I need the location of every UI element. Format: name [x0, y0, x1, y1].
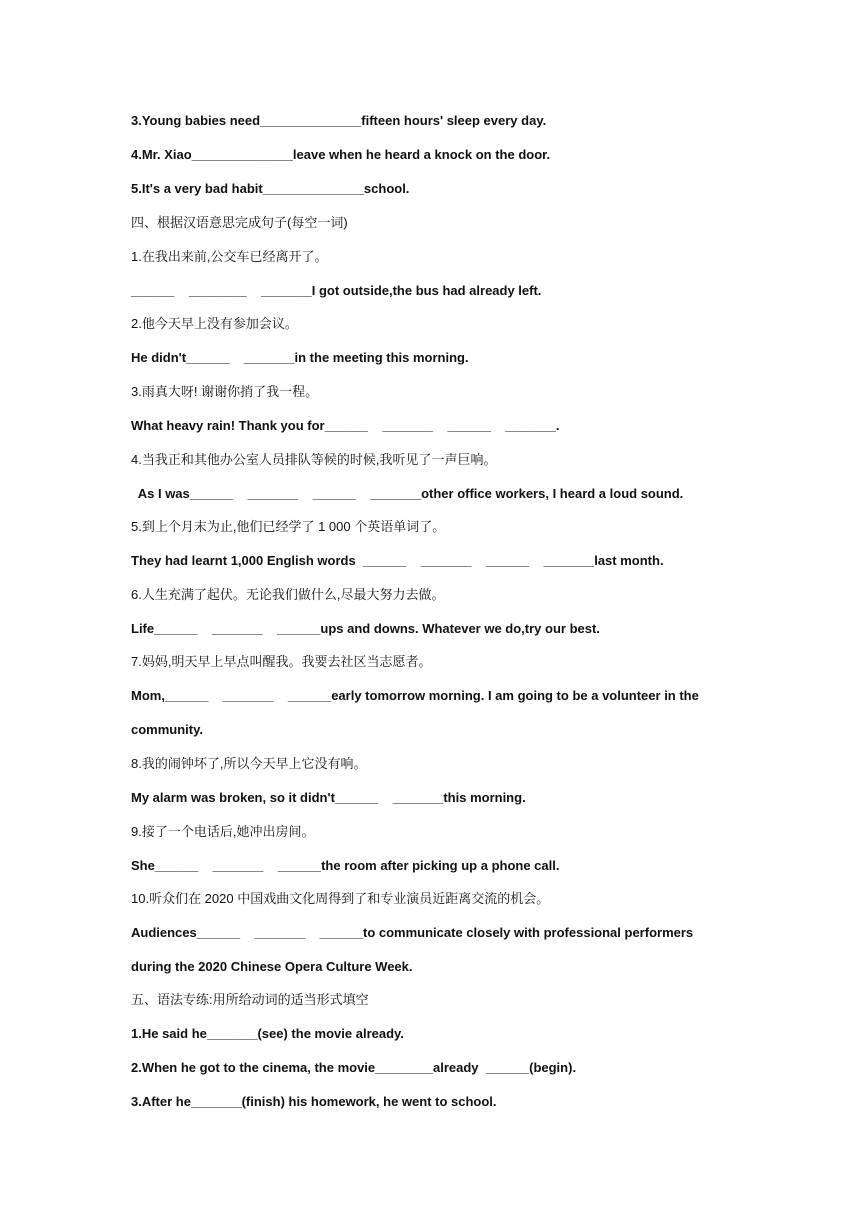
q5-chinese: 5.到上个月末为止,他们已经学了 1 000 个英语单词了。	[131, 519, 446, 534]
q10-english-cont: during the 2020 Chinese Opera Culture Week.	[131, 959, 413, 974]
q10-chinese: 10.听众们在 2020 中国戏曲文化周得到了和专业演员近距离交流的机会。	[131, 891, 550, 906]
q4-chinese: 4.当我正和其他办公室人员排队等候的时候,我听见了一声巨响。	[131, 452, 497, 467]
q4-english: As I was______ _______ ______ _______other office workers, I heard a loud sound.	[131, 486, 684, 501]
q6-english: Life______ _______ ______ups and downs. Whatever we do,try our best.	[131, 621, 600, 636]
q3-english: What heavy rain! Thank you for______ _______ ______ _______.	[131, 418, 560, 433]
q7-english-cont: community.	[131, 722, 203, 737]
q8-english: My alarm was broken, so it didn't______ _______this morning.	[131, 790, 526, 805]
q10-english: Audiences______ _______ ______to communicate closely with professional performers	[131, 925, 694, 940]
q6-chinese: 6.人生充满了起伏。无论我们做什么,尽最大努力去做。	[131, 587, 445, 602]
q9-english: She______ _______ ______the room after picking up a phone call.	[131, 858, 560, 873]
section-4-heading: 四、根据汉语意思完成句子(每空一词)	[131, 215, 348, 230]
exercise-4-line: 4.Mr. Xiao______________leave when he heard a knock on the door.	[131, 147, 551, 162]
q3-chinese: 3.雨真大呀! 谢谢你捎了我一程。	[131, 384, 319, 399]
grammar-3: 3.After he_______(finish) his homework, he went to school.	[131, 1094, 497, 1109]
q8-chinese: 8.我的闹钟坏了,所以今天早上它没有响。	[131, 756, 367, 771]
q1-chinese: 1.在我出来前,公交车已经离开了。	[131, 249, 328, 264]
grammar-1: 1.He said he_______(see) the movie already.	[131, 1026, 404, 1041]
exercise-5-line: 5.It's a very bad habit______________school.	[131, 181, 410, 196]
q7-english: Mom,______ _______ ______early tomorrow morning. I am going to be a volunteer in the	[131, 688, 699, 703]
q2-chinese: 2.他今天早上没有参加会议。	[131, 316, 298, 331]
q2-english: He didn't______ _______in the meeting this morning.	[131, 350, 469, 365]
q5-english: They had learnt 1,000 English words ______ _______ ______ _______last month.	[131, 553, 664, 568]
grammar-2: 2.When he got to the cinema, the movie________already ______(begin).	[131, 1060, 577, 1075]
exercise-3-line: 3.Young babies need______________fifteen hours' sleep every day.	[131, 113, 547, 128]
section-5-heading: 五、语法专练:用所给动词的适当形式填空	[131, 992, 369, 1007]
q7-chinese: 7.妈妈,明天早上早点叫醒我。我要去社区当志愿者。	[131, 654, 432, 669]
q1-english: ______ ________ _______I got outside,the bus had already left.	[131, 283, 542, 298]
q9-chinese: 9.接了一个电话后,她冲出房间。	[131, 824, 315, 839]
